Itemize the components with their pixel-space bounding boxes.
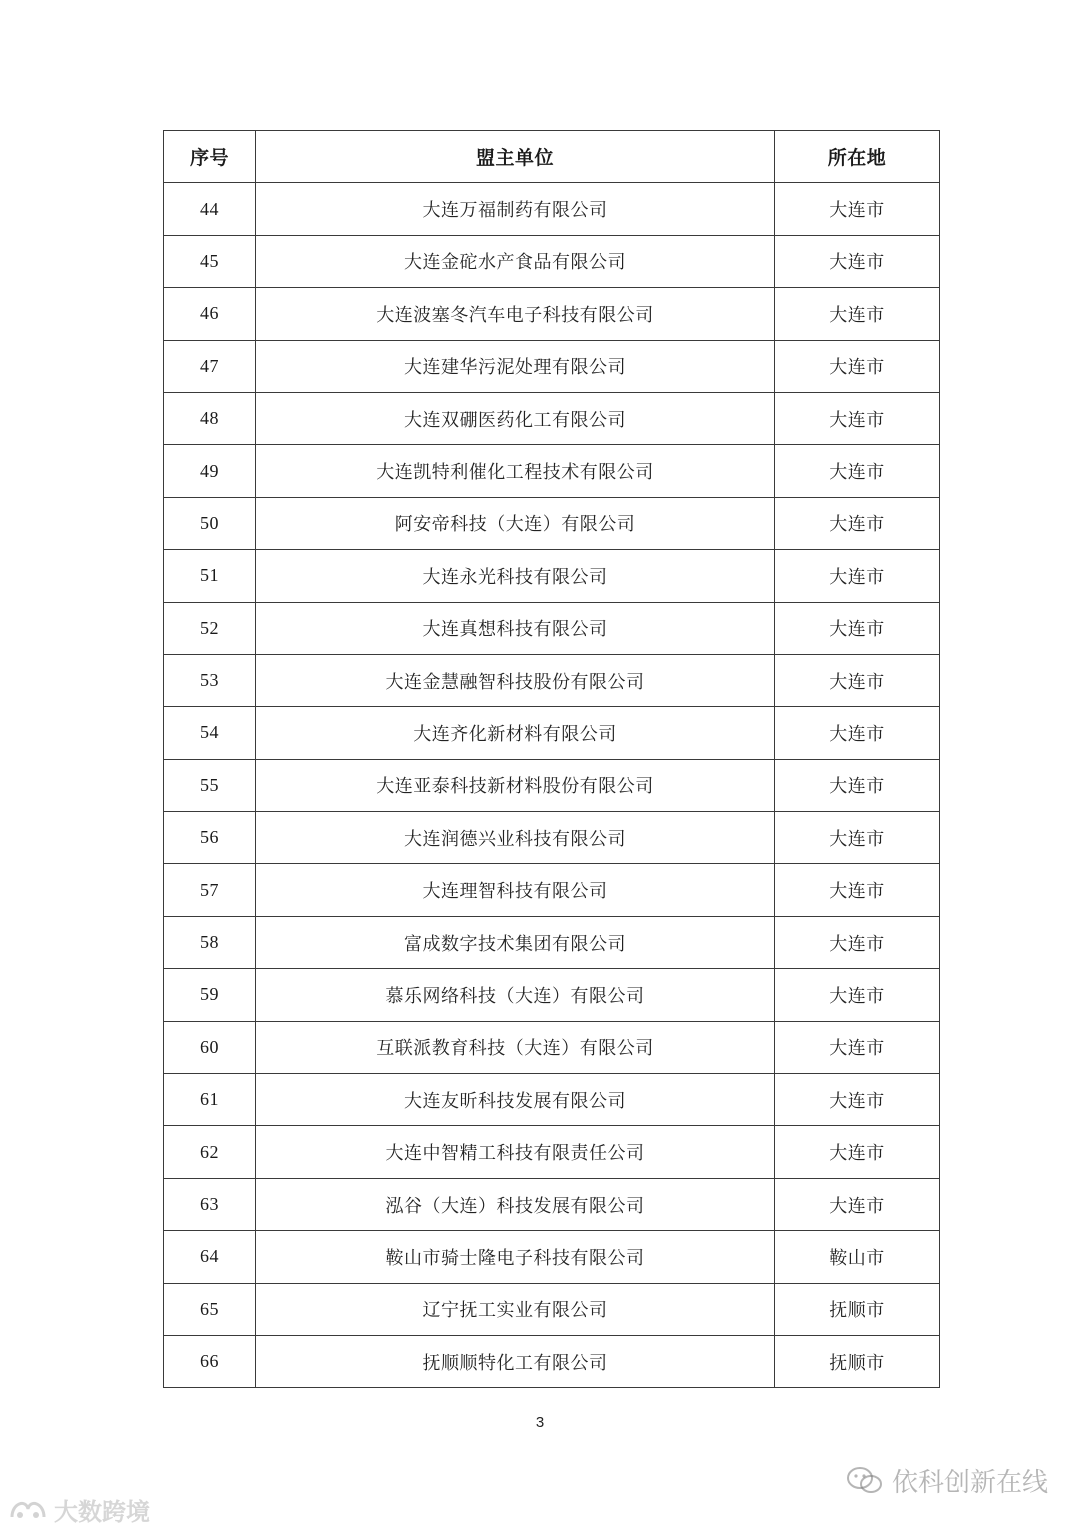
table-row bbox=[164, 1126, 940, 1178]
cell-serial-number: 53 bbox=[164, 654, 256, 706]
member-table-container bbox=[163, 130, 939, 1388]
cell-lead-unit: 抚顺顺特化工有限公司 bbox=[256, 1335, 775, 1387]
header-lead-unit: 盟主单位 bbox=[256, 131, 775, 183]
logo-icon bbox=[8, 1497, 48, 1523]
cell-location: 抚顺市 bbox=[775, 1335, 940, 1387]
cell-serial-number: 66 bbox=[164, 1335, 256, 1387]
cell-location: 大连市 bbox=[775, 654, 940, 706]
table-row bbox=[164, 1335, 940, 1387]
member-table bbox=[163, 130, 940, 1388]
cell-lead-unit: 大连建华污泥处理有限公司 bbox=[256, 340, 775, 392]
cell-lead-unit: 辽宁抚工实业有限公司 bbox=[256, 1283, 775, 1335]
cell-location: 大连市 bbox=[775, 707, 940, 759]
cell-lead-unit: 大连永光科技有限公司 bbox=[256, 550, 775, 602]
cell-lead-unit: 大连中智精工科技有限责任公司 bbox=[256, 1126, 775, 1178]
table-row bbox=[164, 1178, 940, 1230]
table-row bbox=[164, 1074, 940, 1126]
cell-lead-unit: 大连理智科技有限公司 bbox=[256, 864, 775, 916]
cell-location: 鞍山市 bbox=[775, 1231, 940, 1283]
cell-location: 大连市 bbox=[775, 445, 940, 497]
cell-lead-unit: 大连双硼医药化工有限公司 bbox=[256, 392, 775, 444]
table-row bbox=[164, 759, 940, 811]
header-row bbox=[164, 131, 940, 183]
cell-serial-number: 61 bbox=[164, 1074, 256, 1126]
cell-lead-unit: 大连金慧融智科技股份有限公司 bbox=[256, 654, 775, 706]
cell-location: 大连市 bbox=[775, 550, 940, 602]
cell-serial-number: 54 bbox=[164, 707, 256, 759]
cell-serial-number: 56 bbox=[164, 812, 256, 864]
cell-location: 大连市 bbox=[775, 759, 940, 811]
cell-location: 大连市 bbox=[775, 1021, 940, 1073]
table-row bbox=[164, 864, 940, 916]
cell-serial-number: 49 bbox=[164, 445, 256, 497]
cell-lead-unit: 大连凯特利催化工程技术有限公司 bbox=[256, 445, 775, 497]
cell-lead-unit: 大连波塞冬汽车电子科技有限公司 bbox=[256, 288, 775, 340]
table-row bbox=[164, 445, 940, 497]
cell-location: 大连市 bbox=[775, 235, 940, 287]
cell-serial-number: 46 bbox=[164, 288, 256, 340]
cell-lead-unit: 大连友昕科技发展有限公司 bbox=[256, 1074, 775, 1126]
cell-lead-unit: 大连亚泰科技新材料股份有限公司 bbox=[256, 759, 775, 811]
table-row bbox=[164, 235, 940, 287]
table-row bbox=[164, 288, 940, 340]
cell-location: 大连市 bbox=[775, 916, 940, 968]
table-row bbox=[164, 916, 940, 968]
cell-serial-number: 64 bbox=[164, 1231, 256, 1283]
table-row bbox=[164, 550, 940, 602]
table-row bbox=[164, 707, 940, 759]
cell-serial-number: 58 bbox=[164, 916, 256, 968]
table-body bbox=[164, 183, 940, 1388]
cell-serial-number: 65 bbox=[164, 1283, 256, 1335]
cell-serial-number: 63 bbox=[164, 1178, 256, 1230]
cell-serial-number: 47 bbox=[164, 340, 256, 392]
table-row bbox=[164, 1231, 940, 1283]
cell-serial-number: 57 bbox=[164, 864, 256, 916]
page-number: 3 bbox=[535, 1414, 545, 1431]
watermark-wechat bbox=[846, 1462, 1048, 1499]
watermark-brand bbox=[8, 1492, 150, 1527]
cell-serial-number: 45 bbox=[164, 235, 256, 287]
cell-serial-number: 59 bbox=[164, 969, 256, 1021]
cell-lead-unit: 大连润德兴业科技有限公司 bbox=[256, 812, 775, 864]
watermark-left-text: 大数跨境 bbox=[54, 1498, 150, 1526]
wechat-icon bbox=[846, 1466, 884, 1496]
cell-location: 大连市 bbox=[775, 340, 940, 392]
cell-lead-unit: 鞍山市骑士隆电子科技有限公司 bbox=[256, 1231, 775, 1283]
table-row bbox=[164, 183, 940, 235]
table-row bbox=[164, 1283, 940, 1335]
cell-serial-number: 48 bbox=[164, 392, 256, 444]
cell-serial-number: 62 bbox=[164, 1126, 256, 1178]
watermark-right-text: 依科创新在线 bbox=[891, 1468, 1048, 1498]
cell-serial-number: 51 bbox=[164, 550, 256, 602]
cell-location: 大连市 bbox=[775, 288, 940, 340]
cell-serial-number: 52 bbox=[164, 602, 256, 654]
cell-serial-number: 44 bbox=[164, 183, 256, 235]
cell-lead-unit: 慕乐网络科技（大连）有限公司 bbox=[256, 969, 775, 1021]
cell-lead-unit: 大连真想科技有限公司 bbox=[256, 602, 775, 654]
cell-location: 大连市 bbox=[775, 969, 940, 1021]
cell-location: 大连市 bbox=[775, 1074, 940, 1126]
table-row bbox=[164, 392, 940, 444]
table-row bbox=[164, 1021, 940, 1073]
cell-location: 大连市 bbox=[775, 497, 940, 549]
cell-lead-unit: 富成数字技术集团有限公司 bbox=[256, 916, 775, 968]
header-location: 所在地 bbox=[775, 131, 940, 183]
cell-location: 大连市 bbox=[775, 183, 940, 235]
cell-lead-unit: 互联派教育科技（大连）有限公司 bbox=[256, 1021, 775, 1073]
cell-location: 大连市 bbox=[775, 392, 940, 444]
cell-serial-number: 60 bbox=[164, 1021, 256, 1073]
cell-lead-unit: 泓谷（大连）科技发展有限公司 bbox=[256, 1178, 775, 1230]
cell-serial-number: 55 bbox=[164, 759, 256, 811]
cell-lead-unit: 大连齐化新材料有限公司 bbox=[256, 707, 775, 759]
table-row bbox=[164, 340, 940, 392]
cell-location: 大连市 bbox=[775, 602, 940, 654]
cell-serial-number: 50 bbox=[164, 497, 256, 549]
cell-location: 大连市 bbox=[775, 812, 940, 864]
cell-location: 大连市 bbox=[775, 864, 940, 916]
cell-lead-unit: 大连万福制药有限公司 bbox=[256, 183, 775, 235]
table-row bbox=[164, 497, 940, 549]
table-row bbox=[164, 812, 940, 864]
table-header bbox=[164, 131, 940, 183]
table-row bbox=[164, 602, 940, 654]
header-serial-number: 序号 bbox=[164, 131, 256, 183]
cell-lead-unit: 阿安帝科技（大连）有限公司 bbox=[256, 497, 775, 549]
table-row bbox=[164, 654, 940, 706]
cell-location: 大连市 bbox=[775, 1126, 940, 1178]
cell-location: 抚顺市 bbox=[775, 1283, 940, 1335]
cell-lead-unit: 大连金砣水产食品有限公司 bbox=[256, 235, 775, 287]
table-row bbox=[164, 969, 940, 1021]
cell-location: 大连市 bbox=[775, 1178, 940, 1230]
